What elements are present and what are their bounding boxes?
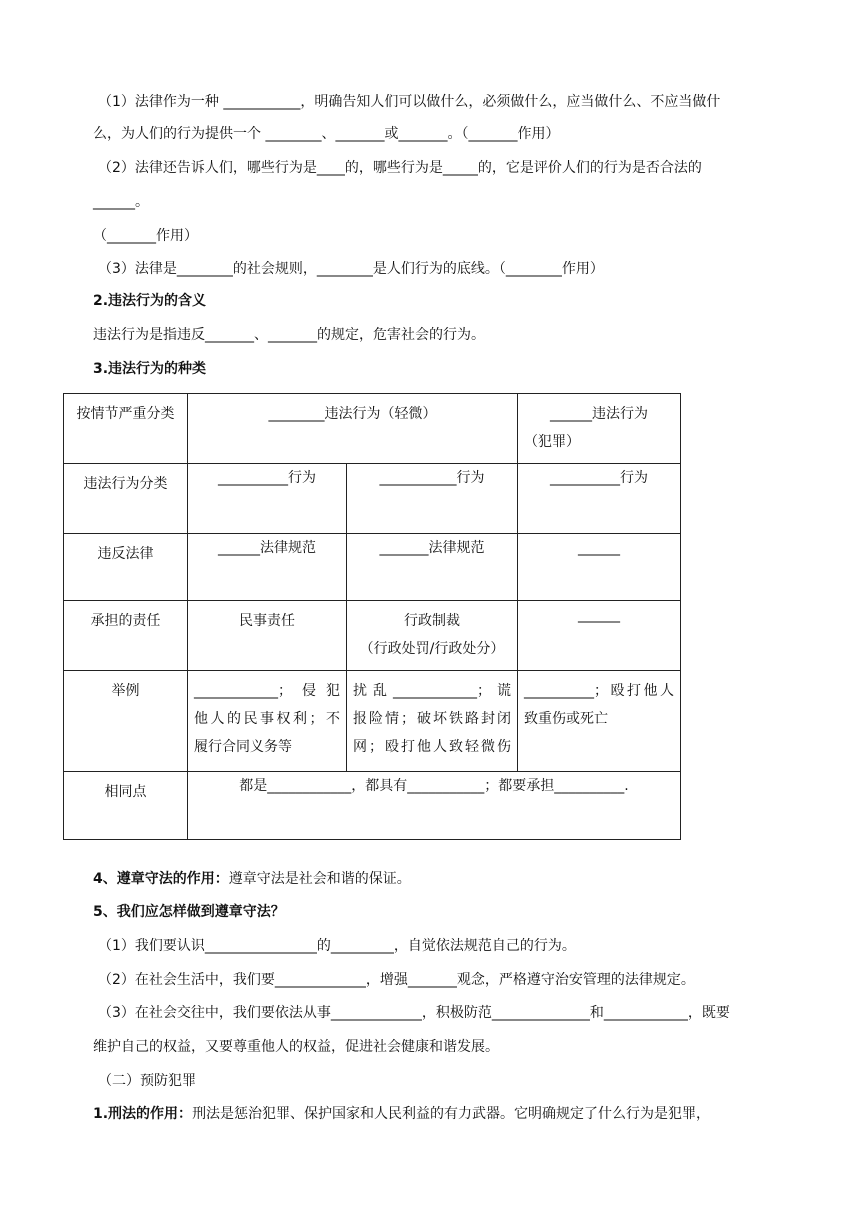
examples-civil-line-3: 履行合同义务等 — [194, 739, 292, 755]
section-5-point-3-line-2: 维护自己的权益，又要尊重他人的权益，促进社会健康和谐发展。 — [93, 1039, 499, 1055]
section-5-point-1: （1）我们要认识________________的_________，自觉依法规范自己的行为。 — [98, 938, 576, 954]
table-row — [64, 671, 681, 772]
severe-violation-line-1: ______违法行为 — [550, 406, 648, 422]
paragraph-2-line-2: ______。 — [93, 194, 149, 210]
part-2-label: 1.刑法的作用： — [93, 1106, 193, 1122]
section-5-heading: 5、我们应怎样做到遵章守法？ — [93, 904, 285, 920]
law-administrative: _______法律规范 — [347, 534, 518, 601]
section-2-text: 违法行为是指违反_______、_______的规定，危害社会的行为。 — [93, 327, 485, 343]
mild-violation-text: ________违法行为（轻微） — [268, 406, 437, 422]
severe-violation-cell — [518, 394, 681, 464]
examples-criminal-line-1: __________；殴打他人 — [524, 683, 674, 699]
paragraph-1-line-2: 么，为人们的行为提供一个 ________、_______或_______。（_______作用） — [93, 126, 560, 142]
law-civil: ______法律规范 — [188, 534, 347, 601]
table-row — [64, 772, 681, 840]
row-head-severity: 按情节严重分类 — [64, 394, 188, 464]
table-row — [64, 394, 681, 464]
paragraph-3-line-1: （3）法律是________的社会规则，________是人们行为的底线。（________作用） — [98, 261, 604, 277]
category-administrative: ___________行为 — [347, 464, 518, 534]
liability-administrative-line-2: （行政处罚/行政处分） — [359, 641, 505, 657]
examples-criminal-line-2: 致重伤或死亡 — [524, 711, 608, 727]
examples-civil — [188, 671, 347, 772]
section-4 — [93, 869, 411, 889]
violation-types-table — [63, 393, 681, 840]
row-head-liability: 承担的责任 — [64, 601, 188, 671]
liability-civil: 民事责任 — [188, 601, 347, 671]
law-criminal: ______ — [518, 534, 681, 601]
part-2-text: 刑法是惩治犯罪、保护国家和人民利益的有力武器。它明确规定了什么行为是犯罪， — [192, 1106, 711, 1122]
examples-administrative — [347, 671, 518, 772]
liability-administrative-line-1: 行政制裁 — [404, 613, 460, 629]
paragraph-2-line-3: （_______作用） — [93, 228, 198, 244]
section-2-heading: 2.违法行为的含义 — [93, 293, 207, 309]
paragraph-2-line-1: （2）法律还告诉人们，哪些行为是____的，哪些行为是_____的，它是评价人们的行为是否合法的 — [98, 160, 702, 176]
section-4-text: 遵章守法是社会和谐的保证。 — [228, 871, 411, 887]
section-5-point-2: （2）在社会生活中，我们要_____________，增强_______观念，严格遵守治安管理的法律规定。 — [98, 972, 695, 988]
category-criminal: __________行为 — [518, 464, 681, 534]
section-3-heading: 3.违法行为的种类 — [93, 361, 207, 377]
row-head-category: 违法行为分类 — [64, 464, 188, 534]
row-head-examples: 举例 — [64, 671, 188, 772]
part-2-criminal-law — [93, 1104, 710, 1124]
examples-criminal — [518, 671, 681, 772]
category-civil: __________行为 — [188, 464, 347, 534]
paragraph-1-line-1: （1）法律作为一种 ___________，明确告知人们可以做什么，必须做什么，应当做什么、不应当做什 — [98, 94, 721, 110]
part-2-heading: （二）预防犯罪 — [98, 1073, 196, 1089]
severe-violation-line-2: （犯罪） — [524, 434, 580, 450]
mild-violation-cell — [188, 394, 518, 464]
examples-administrative-line-3: 网；殴打他人致轻微伤 — [353, 739, 511, 755]
liability-criminal: ______ — [518, 601, 681, 671]
examples-administrative-line-2: 报险情；破坏铁路封闭 — [353, 711, 511, 727]
section-4-label: 4、遵章守法的作用： — [93, 871, 229, 887]
row-head-common: 相同点 — [64, 772, 188, 840]
examples-civil-line-1: ____________；侵犯 — [194, 683, 340, 699]
liability-administrative — [347, 601, 518, 671]
row-head-law: 违反法律 — [64, 534, 188, 601]
common-points: 都是____________，都具有___________；都要承担__________. — [188, 772, 681, 840]
examples-civil-line-2: 他人的民事权利；不 — [194, 711, 340, 727]
table-row — [64, 534, 681, 601]
examples-administrative-line-1: 扰乱____________；谎 — [353, 683, 511, 699]
section-5-point-3-line-1: （3）在社会交往中，我们要依法从事_____________，积极防范______________和____________，既要 — [98, 1005, 730, 1021]
table-row — [64, 601, 681, 671]
table-row — [64, 464, 681, 534]
